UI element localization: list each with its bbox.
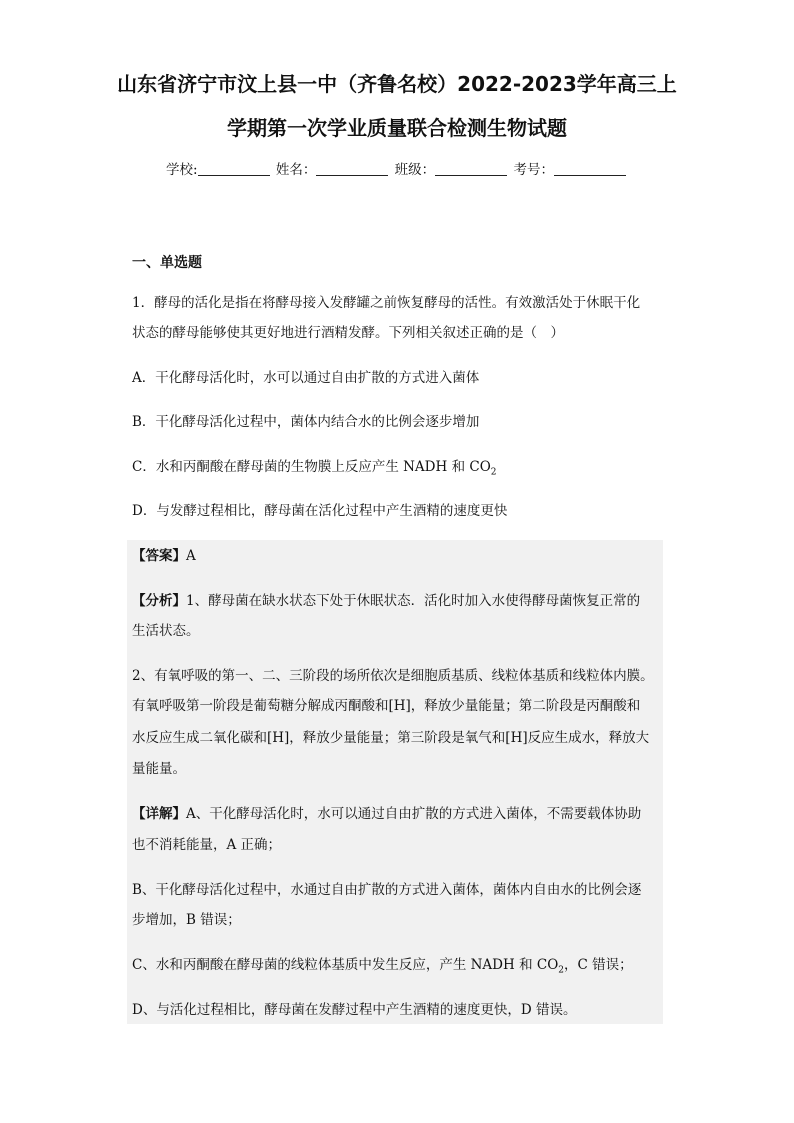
class-label: 班级： xyxy=(394,162,436,178)
analysis-line1 xyxy=(132,586,672,616)
option-b: B．干化酵母活化过程中，菌体内结合水的比例会逐步增加 xyxy=(132,414,480,430)
question-stem-line1: 1．酵母的活化是指在将酵母接入发酵罐之前恢复酵母的活性。有效激活处于休眠干化 xyxy=(132,295,641,311)
detail-c-text: C、水和丙酮酸在酵母菌的线粒体基质中发生反应，产生 NADH 和 CO xyxy=(132,957,559,973)
student-info-line xyxy=(0,158,794,178)
exam-no-blank[interactable] xyxy=(554,161,626,176)
question-stem-line2: 状态的酵母能够使其更好地进行酒精发酵。下列相关叙述正确的是（ ） xyxy=(132,325,564,341)
detail-a-line2: 也不消耗能量，A 正确； xyxy=(132,837,282,853)
name-label: 姓名： xyxy=(275,162,317,178)
answer-value: A xyxy=(186,548,196,564)
school-blank[interactable] xyxy=(198,161,270,176)
option-d: D．与发酵过程相比，酵母菌在活化过程中产生酒精的速度更快 xyxy=(132,503,508,519)
class-blank[interactable] xyxy=(435,161,507,176)
option-c-text: C．水和丙酮酸在酵母菌的生物膜上反应产生 NADH 和 CO xyxy=(132,459,491,475)
option-a: A．干化酵母活化时，水可以通过自由扩散的方式进入菌体 xyxy=(132,370,480,386)
detail-c-line xyxy=(132,950,672,986)
analysis-p2-line4: 量能量。 xyxy=(132,761,186,777)
analysis-p2-line2: 有氧呼吸第一阶段是葡萄糖分解成丙酮酸和[H]，释放少量能量；第二阶段是丙酮酸和 xyxy=(132,698,641,714)
document-title-line1: 山东省济宁市汶上县一中（齐鲁名校）2022-2023学年高三上 xyxy=(117,72,677,96)
detail-d-line: D、与活化过程相比，酵母菌在发酵过程中产生酒精的速度更快，D 错误。 xyxy=(132,1002,577,1018)
detail-c-post: ，C 错误； xyxy=(564,957,633,973)
detail-b-line1: B、干化酵母活化过程中，水通过自由扩散的方式进入菌体，菌体内自由水的比例会逐 xyxy=(132,882,642,898)
detail-c-subscript: 2 xyxy=(558,965,564,976)
answer-label: 【答案】 xyxy=(132,548,186,564)
analysis-text1: 1、酵母菌在缺水状态下处于休眠状态．活化时加入水使得酵母菌恢复正常的 xyxy=(186,593,641,609)
analysis-p2-line3: 水反应生成二氧化碳和[H]，释放少量能量；第三阶段是氧气和[H]反应生成水，释放大 xyxy=(132,730,650,746)
detail-label: 【详解】 xyxy=(132,806,186,822)
detail-a-text1: A、干化酵母活化时，水可以通过自由扩散的方式进入菌体，不需要载体协助 xyxy=(186,806,642,822)
exam-no-label: 考号： xyxy=(513,162,554,178)
document-title-line2: 学期第一次学业质量联合检测生物试题 xyxy=(227,116,567,140)
section-title: 一、单选题 xyxy=(132,255,202,271)
detail-a-line1 xyxy=(132,799,672,829)
name-blank[interactable] xyxy=(316,161,388,176)
detail-b-line2: 步增加，B 错误； xyxy=(132,912,241,928)
analysis-label: 【分析】 xyxy=(132,593,186,609)
option-c-subscript: 2 xyxy=(490,467,497,478)
answer-line xyxy=(132,541,672,571)
analysis-line2: 生活状态。 xyxy=(132,623,200,639)
option-c xyxy=(132,452,672,488)
school-label: 学校: xyxy=(166,162,198,178)
analysis-p2-line1: 2、有氧呼吸的第一、二、三阶段的场所依次是细胞质基质、线粒体基质和线粒体内膜。 xyxy=(132,668,654,684)
